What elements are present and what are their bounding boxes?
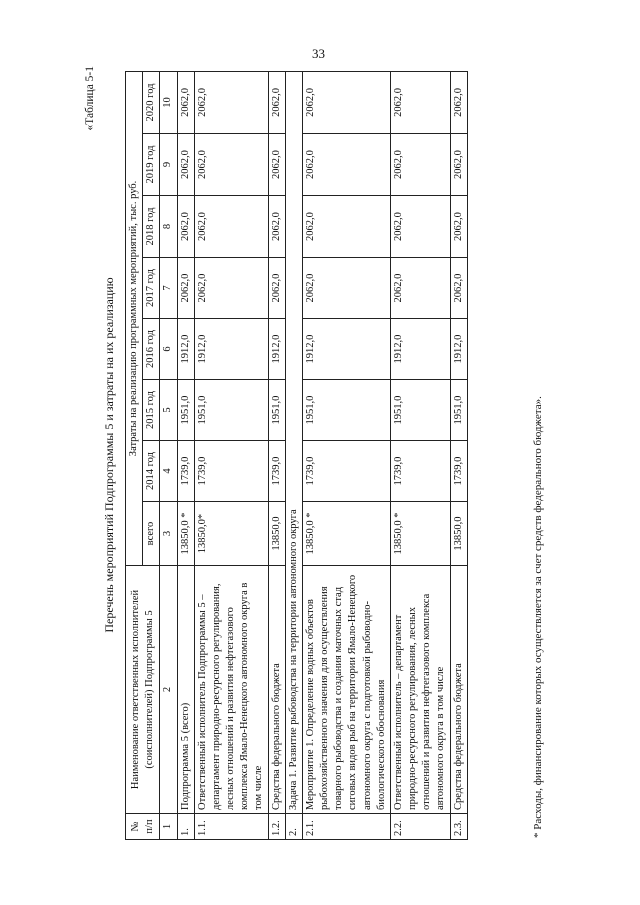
value-cell: 13850,0 bbox=[268, 502, 285, 566]
value-cell: 1739,0 bbox=[302, 441, 390, 502]
costs-table bbox=[125, 71, 468, 840]
value-cell: 1739,0 bbox=[194, 441, 268, 502]
index-cell: 3 bbox=[160, 502, 177, 566]
value-cell: 13850,0* bbox=[194, 502, 268, 566]
value-cell: 2062,0 bbox=[390, 258, 450, 319]
value-cell: 2062,0 bbox=[268, 71, 285, 133]
task-row bbox=[285, 71, 302, 839]
value-cell: 2062,0 bbox=[268, 258, 285, 319]
value-cell: 2062,0 bbox=[194, 71, 268, 133]
table-row bbox=[194, 71, 268, 839]
value-cell: 2062,0 bbox=[390, 71, 450, 133]
value-cell: 13850,0 * bbox=[302, 502, 390, 566]
row-number: 2. bbox=[285, 814, 302, 840]
header-year: 2017 год bbox=[143, 258, 160, 319]
value-cell: 2062,0 bbox=[302, 196, 390, 258]
value-cell: 13850,0 * bbox=[177, 502, 194, 566]
document-title: Перечень мероприятий Подпрограммы 5 и затраты на их реализацию bbox=[102, 277, 116, 633]
row-name: Средства федерального бюджета bbox=[268, 566, 285, 814]
row-number: 1. bbox=[177, 814, 194, 840]
rotated-page-content bbox=[80, 60, 560, 850]
index-cell: 10 bbox=[160, 71, 177, 133]
value-cell: 2062,0 bbox=[177, 258, 194, 319]
value-cell: 2062,0 bbox=[450, 71, 467, 133]
index-cell: 5 bbox=[160, 380, 177, 441]
index-cell: 1 bbox=[160, 814, 177, 840]
table-tag: «Таблица 5-1 bbox=[84, 66, 96, 131]
footnote: * Расходы, финансирование которых осуществляется за счет средств федерального бюджета». bbox=[532, 396, 544, 838]
value-cell: 1951,0 bbox=[390, 380, 450, 441]
value-cell: 2062,0 bbox=[450, 134, 467, 196]
index-cell: 2 bbox=[160, 566, 177, 814]
header-year: 2016 год bbox=[143, 319, 160, 380]
header-year: 2019 год bbox=[143, 134, 160, 196]
header-costs: Затраты на реализацию программных мероприятий, тыс. руб. bbox=[126, 71, 143, 565]
value-cell: 2062,0 bbox=[450, 196, 467, 258]
value-cell: 2062,0 bbox=[390, 134, 450, 196]
table-row bbox=[450, 71, 467, 839]
value-cell: 2062,0 bbox=[177, 71, 194, 133]
table-row bbox=[302, 71, 390, 839]
value-cell: 1912,0 bbox=[194, 319, 268, 380]
value-cell: 2062,0 bbox=[194, 134, 268, 196]
header-total: всего bbox=[143, 502, 160, 566]
header-year: 2015 год bbox=[143, 380, 160, 441]
value-cell: 2062,0 bbox=[194, 196, 268, 258]
value-cell: 1739,0 bbox=[390, 441, 450, 502]
value-cell: 1912,0 bbox=[268, 319, 285, 380]
value-cell: 2062,0 bbox=[302, 71, 390, 133]
value-cell: 2062,0 bbox=[177, 134, 194, 196]
table-row bbox=[177, 71, 194, 839]
value-cell: 1951,0 bbox=[194, 380, 268, 441]
row-number: 2.3. bbox=[450, 814, 467, 840]
value-cell: 1951,0 bbox=[302, 380, 390, 441]
row-number: 1.1. bbox=[194, 814, 268, 840]
value-cell: 2062,0 bbox=[177, 196, 194, 258]
row-name: Ответственный исполнитель Подпрограммы 5 – департамент природно-ресурсного регулирования, лесных отношений и развития нефтегазового комплекса Ямало-Ненецкого автономного округа в том числе bbox=[194, 566, 268, 814]
header-year: 2020 год bbox=[143, 71, 160, 133]
value-cell: 1739,0 bbox=[177, 441, 194, 502]
value-cell: 1739,0 bbox=[450, 441, 467, 502]
index-cell: 8 bbox=[160, 196, 177, 258]
value-cell: 2062,0 bbox=[194, 258, 268, 319]
index-row bbox=[160, 71, 177, 839]
index-cell: 4 bbox=[160, 441, 177, 502]
value-cell: 13850,0 * bbox=[390, 502, 450, 566]
value-cell: 2062,0 bbox=[390, 196, 450, 258]
index-cell: 9 bbox=[160, 134, 177, 196]
value-cell: 2062,0 bbox=[268, 196, 285, 258]
index-cell: 7 bbox=[160, 258, 177, 319]
value-cell: 1739,0 bbox=[268, 441, 285, 502]
row-name: Мероприятие 1. Определение водных объектов рыбохозяйственного значения для осуществления товарного рыбоводства и создания маточных стад сиговых видов рыб на территории Ямало-Ненецкого автономного округа с подготовкой рыбоводно-биологического обоснования bbox=[302, 566, 390, 814]
header-year: 2018 год bbox=[143, 196, 160, 258]
value-cell: 1951,0 bbox=[177, 380, 194, 441]
value-cell: 2062,0 bbox=[302, 134, 390, 196]
row-name: Подпрограмма 5 (всего) bbox=[177, 566, 194, 814]
value-cell: 1951,0 bbox=[268, 380, 285, 441]
row-name: Ответственный исполнитель – департамент природно-ресурсного регулирования, лесных отношений и развития нефтегазового комплекса автономного округа в том числе bbox=[390, 566, 450, 814]
header-name: Наименование ответственных исполнителей (соисполнителей) Подпрограммы 5 bbox=[126, 566, 160, 814]
row-name: Средства федерального бюджета bbox=[450, 566, 467, 814]
row-number: 1.2. bbox=[268, 814, 285, 840]
value-cell: 1912,0 bbox=[177, 319, 194, 380]
task-title: Задача 1. Развитие рыбоводства на территории автономного округа bbox=[285, 71, 302, 813]
page-number: 33 bbox=[312, 46, 325, 61]
index-cell: 6 bbox=[160, 319, 177, 380]
row-number: 2.2. bbox=[390, 814, 450, 840]
value-cell: 2062,0 bbox=[302, 258, 390, 319]
table-row bbox=[390, 71, 450, 839]
header-row-1 bbox=[126, 71, 143, 839]
value-cell: 2062,0 bbox=[450, 258, 467, 319]
value-cell: 1951,0 bbox=[450, 380, 467, 441]
value-cell: 13850,0 bbox=[450, 502, 467, 566]
value-cell: 2062,0 bbox=[268, 134, 285, 196]
row-number: 2.1. bbox=[302, 814, 390, 840]
value-cell: 1912,0 bbox=[302, 319, 390, 380]
value-cell: 1912,0 bbox=[390, 319, 450, 380]
value-cell: 1912,0 bbox=[450, 319, 467, 380]
header-year: 2014 год bbox=[143, 441, 160, 502]
header-num: № п/п bbox=[126, 814, 160, 840]
table-row bbox=[268, 71, 285, 839]
